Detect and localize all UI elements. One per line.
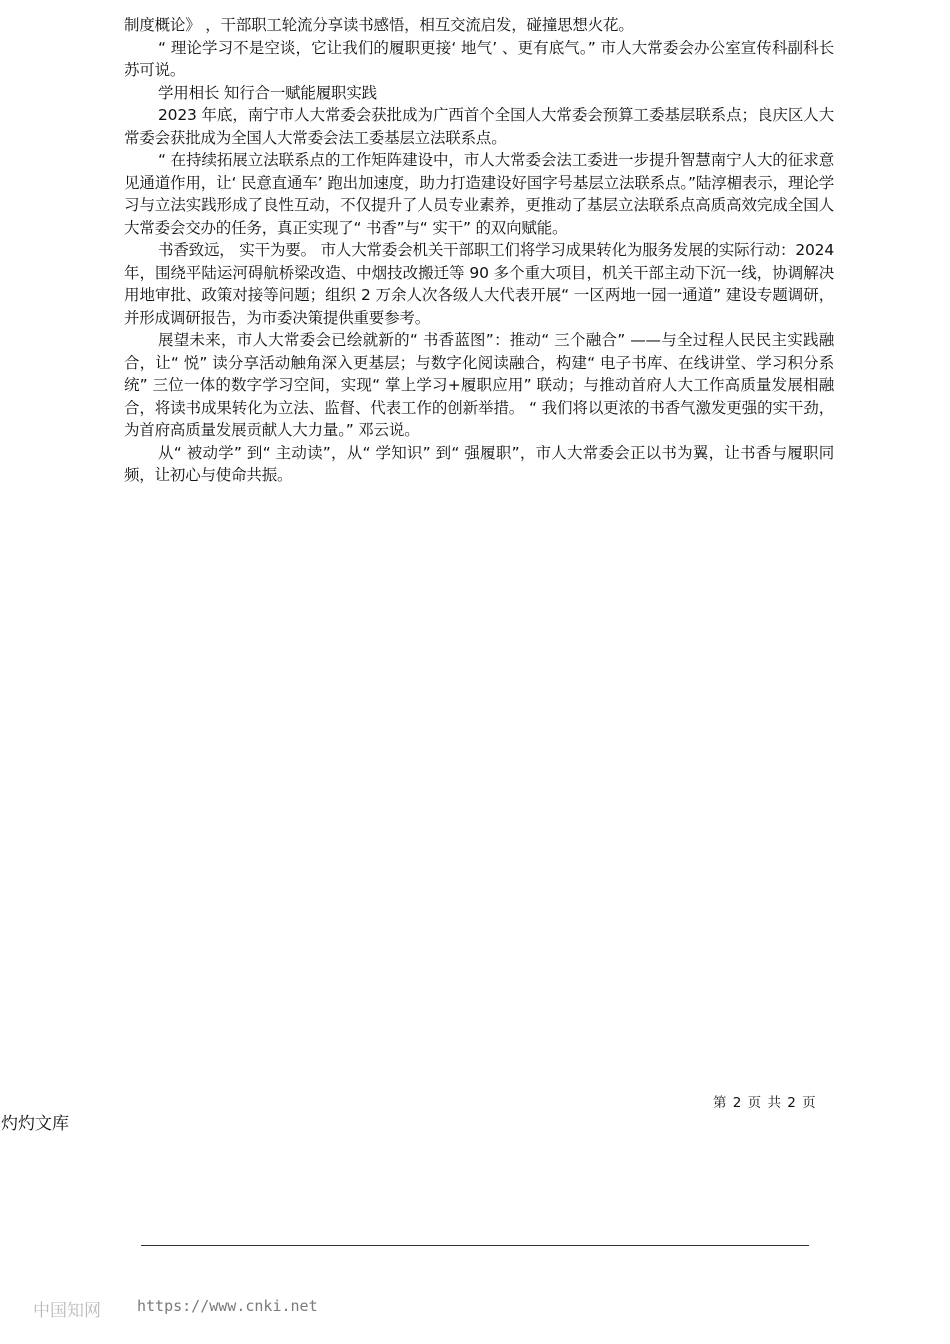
document-body — [124, 14, 834, 487]
footer-divider — [141, 1245, 809, 1246]
paragraph: “ 理论学习不是空谈，它让我们的履职更接‘ 地气’ 、更有底气。” 市人大常委会办公室宣传科副科长苏可说。 — [124, 38, 834, 79]
paragraph: “ 在持续拓展立法联系点的工作矩阵建设中，市人大常委会法工委进一步提升智慧南宁人大的征求意见通道作用，让‘ 民意直通车’ 跑出加速度，助力打造建设好国字号基层立法联系点。”陆淳楣表示，理论学习与立法实践形成了良性互动，不仅提升了人员专业素养，更推动了基层立法联系点高质高效完成全国人大常委会交办的任务，真正实现了“ 书香”与“ 实干” 的双向赋能。 — [124, 151, 834, 237]
source-watermark: 灼灼文库 — [1, 1114, 69, 1134]
cnki-url-link[interactable]: https://www.cnki.net — [137, 1297, 318, 1315]
page-number: 第 2 页 共 2 页 — [713, 1095, 817, 1111]
section-heading: 学用相长 知行合一赋能履职实践 — [158, 83, 377, 102]
paragraph: 从“ 被动学” 到“ 主动读”，从“ 学知识” 到“ 强履职”，市人大常委会正以书为翼，让书香与履职同频，让初心与使命共振。 — [124, 443, 834, 484]
cnki-logo: 中国知网 — [33, 1301, 101, 1321]
paragraph: 制度概论》 ，干部职工轮流分享读书感悟，相互交流启发，碰撞思想火花。 — [124, 16, 634, 34]
paragraph: 书香致远， 实干为要。 市人大常委会机关干部职工们将学习成果转化为服务发展的实际行动：2024 年，围绕平陆运河碍航桥梁改造、中烟技改搬迁等 90 多个重大项目，机关干部主动下沉一线，协调解决用地审批、政策对接等问题；组织 2 万余人次各级人大代表开展“ 一区两地一园一通道” 建设专题调研，并形成调研报告，为市委决策提供重要参考。 — [124, 241, 834, 327]
paragraph: 展望未来，市人大常委会已绘就新的“ 书香蓝图”：推动“ 三个融合” ——与全过程人民民主实践融合，让“ 悦” 读分享活动触角深入更基层；与数字化阅读融合，构建“ 电子书库、在线讲堂、学习积分系统” 三位一体的数字学习空间，实现“ 掌上学习+履职应用” 联动；与推动首府人大工作高质量发展相融合，将读书成果转化为立法、监督、代表工作的创新举措。 “ 我们将以更浓的书香气激发更强的实干劲，为首府高质量发展贡献人大力量。” 邓云说。 — [124, 331, 834, 439]
paragraph: 2023 年底，南宁市人大常委会获批成为广西首个全国人大常委会预算工委基层联系点；良庆区人大常委会获批成为全国人大常委会法工委基层立法联系点。 — [124, 106, 834, 147]
